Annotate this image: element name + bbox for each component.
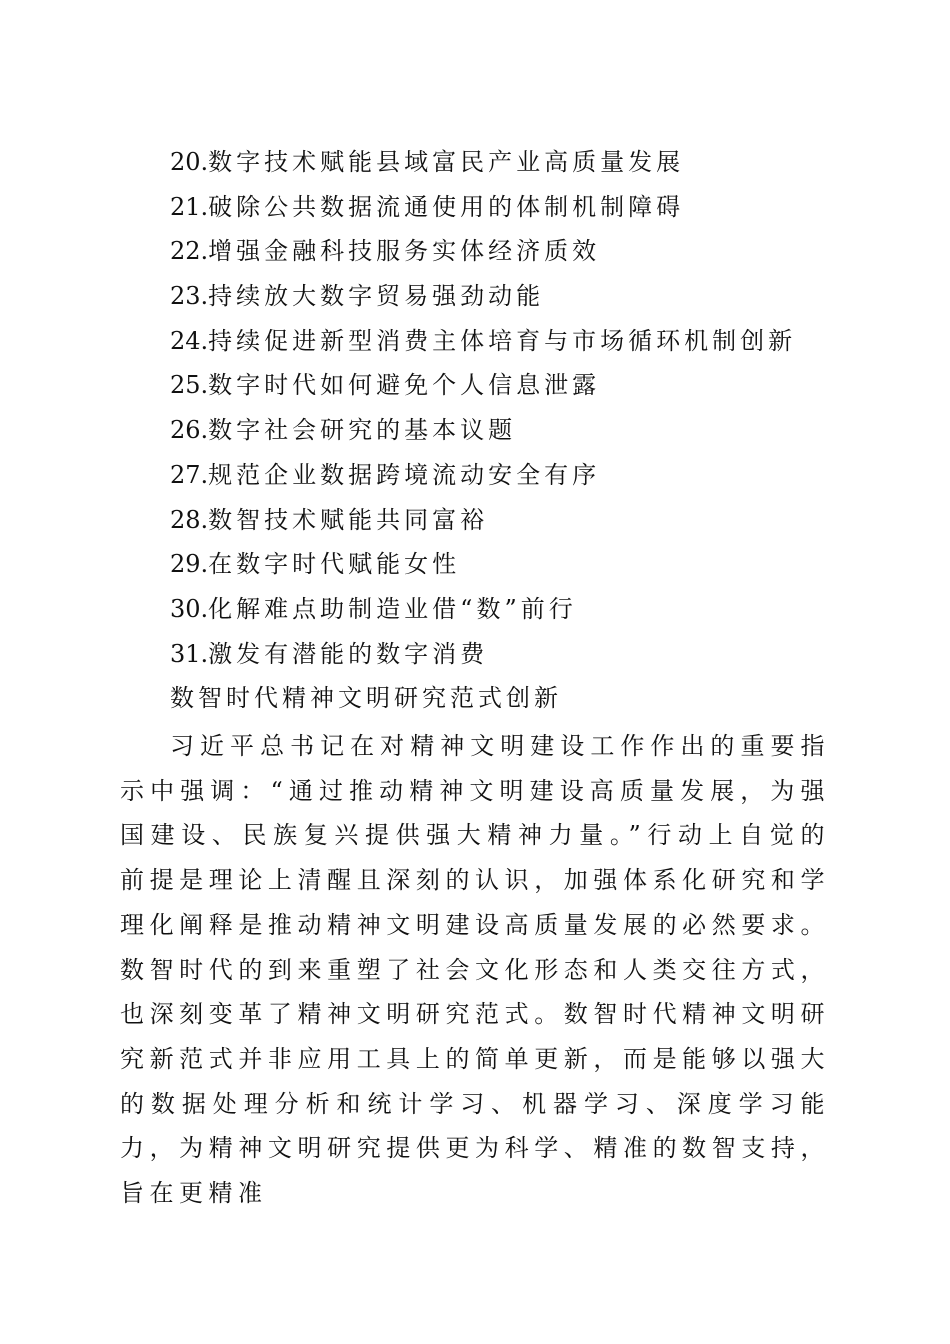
list-item xyxy=(170,363,796,408)
list-item-text: 规范企业数据跨境流动安全有序 xyxy=(208,460,601,489)
list-item-text: 数字时代如何避免个人信息泄露 xyxy=(208,371,601,400)
list-item-number: 27. xyxy=(170,460,209,489)
list-item-text: 数字社会研究的基本议题 xyxy=(208,416,517,445)
list-item-text: 激发有潜能的数字消费 xyxy=(208,639,489,668)
section-title: 数智时代精神文明研究范式创新 xyxy=(170,684,562,712)
list-item-text: 数字技术赋能县域富民产业高质量发展 xyxy=(208,148,685,176)
list-item-text: 增强金融科技服务实体经济质效 xyxy=(208,237,601,266)
list-item-number: 28. xyxy=(170,505,209,534)
list-item xyxy=(170,140,796,185)
list-item-number: 30. xyxy=(170,594,209,623)
list-item-number: 29. xyxy=(170,550,209,579)
list-item xyxy=(170,632,796,677)
list-item-text: 破除公共数据流通使用的体制机制障碍 xyxy=(208,192,685,221)
list-item xyxy=(170,319,796,364)
list-item-number: 24. xyxy=(170,326,209,355)
list-item-number: 22. xyxy=(170,237,209,266)
list-item-text: 数智技术赋能共同富裕 xyxy=(208,505,489,534)
list-item xyxy=(170,229,796,274)
list-item xyxy=(170,498,796,543)
list-item xyxy=(170,587,796,632)
list-item-text: 持续放大数字贸易强劲动能 xyxy=(208,282,545,311)
body-paragraph: 习近平总书记在对精神文明建设工作作出的重要指示中强调：“通过推动精神文明建设高质量发展，为强国建设、民族复兴提供强大精神力量。”行动上自觉的前提是理论上清醒且深刻的认识，加强体系化研究和学理化阐释是推动精神文明建设高质量发展的必然要求。数智时代的到来重塑了社会文化形态和人类交往方式，也深刻变革了精神文明研究范式。数智时代精神文明研究新范式并非应用工具上的简单更新，而是能够以强大的数据处理分析和统计学习、机器学习、深度学习能力，为精神文明研究提供更为科学、精准的数智支持，旨在更精准 xyxy=(120,732,830,1208)
list-item-number: 31. xyxy=(170,639,209,668)
list-item-number: 26. xyxy=(170,416,209,445)
list-item-text: 持续促进新型消费主体培育与市场循环机制创新 xyxy=(208,326,797,355)
list-item xyxy=(170,274,796,319)
list-item-number: 23. xyxy=(170,282,209,311)
topic-list xyxy=(170,140,796,676)
list-item-text: 化解难点助制造业借“数”前行 xyxy=(208,594,577,623)
list-item-text: 在数字时代赋能女性 xyxy=(208,550,461,579)
list-item-number: 20. xyxy=(170,148,209,176)
list-item xyxy=(170,542,796,587)
list-item-number: 21. xyxy=(170,192,209,221)
list-item xyxy=(170,185,796,230)
list-item xyxy=(170,408,796,453)
list-item xyxy=(170,453,796,498)
list-item-number: 25. xyxy=(170,371,209,400)
